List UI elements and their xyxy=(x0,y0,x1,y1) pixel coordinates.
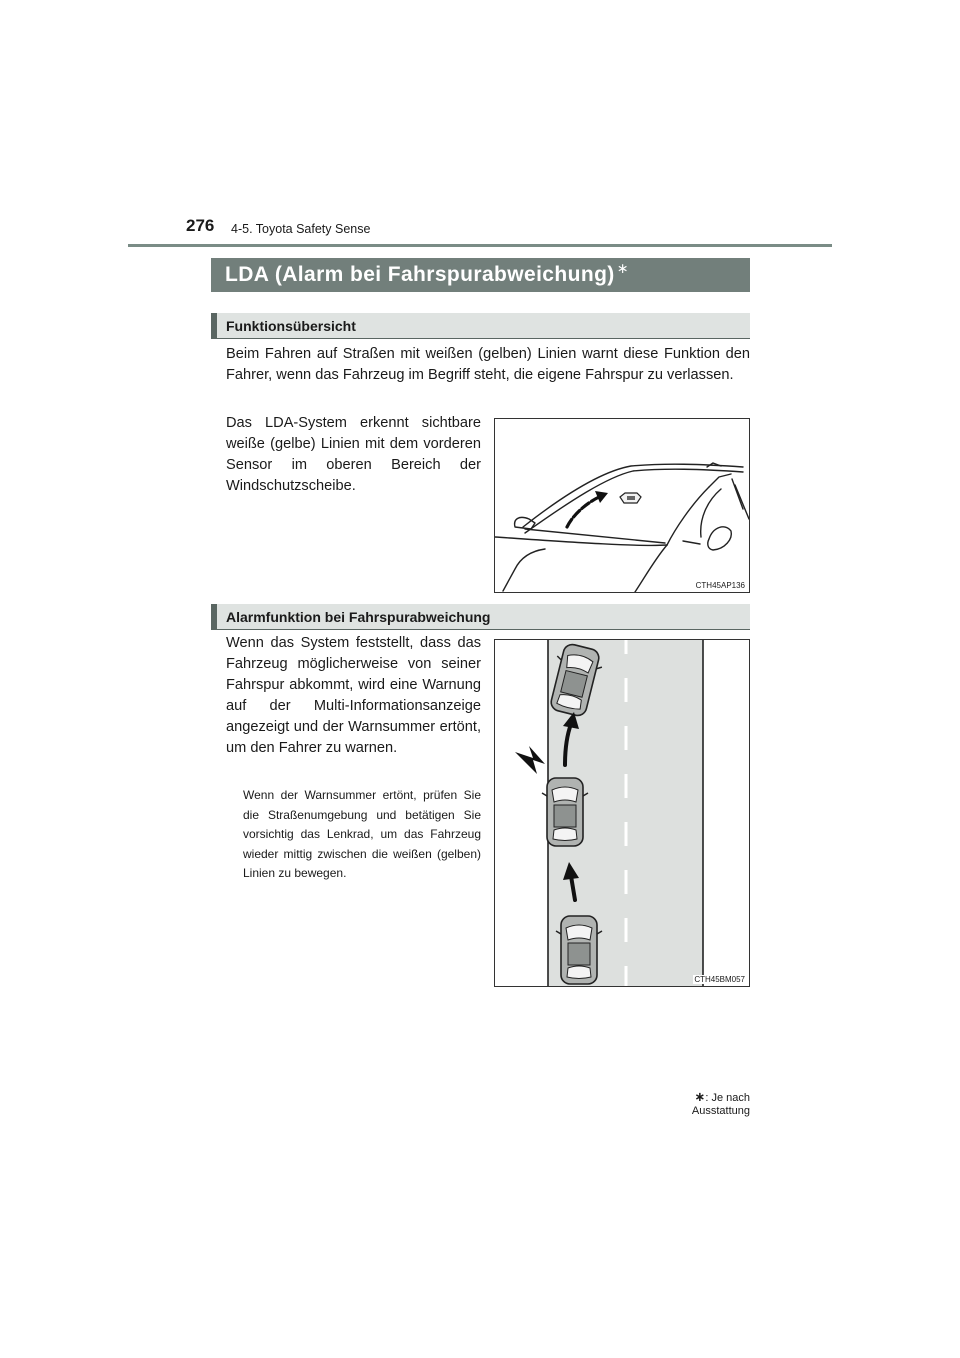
page-title-text: LDA (Alarm bei Fahrspurabweichung) xyxy=(225,263,615,286)
page-title xyxy=(211,258,750,292)
header-divider xyxy=(128,244,832,247)
footnote-text: : Je nach Ausstattung xyxy=(691,1092,750,1117)
alarm-paragraph: Wenn das System feststellt, dass das Fahrzeug möglicherweise von seiner Fahrspur abkommt, wird eine Warnung auf der Multi-Informationsanzeige angezeigt und der Warnsummer ertönt, um den Fahrer zu warnen. xyxy=(226,635,481,756)
overview-paragraph: Beim Fahren auf Straßen mit weißen (gelben) Linien warnt diese Funktion den Fahrer, wenn das Fahrzeug im Begriff steht, die eigene Fahrspur zu verlassen. xyxy=(226,346,750,383)
car-bottom xyxy=(556,916,602,984)
chapter-title: 4-5. Toyota Safety Sense xyxy=(231,222,371,236)
windshield-sensor-illustration xyxy=(494,418,750,593)
section-heading-overview: Funktionsübersicht xyxy=(211,313,750,339)
footnote-asterisk: ∗ xyxy=(694,1089,706,1104)
footnote xyxy=(637,1089,750,1117)
figure-code: CTH45BM057 xyxy=(694,975,745,984)
sensor-paragraph: Das LDA-System erkennt sichtbare weiße (gelbe) Linien mit dem vorderen Sensor im oberen Bereich der Windschutzscheibe. xyxy=(226,415,481,494)
section-heading-alarm: Alarmfunktion bei Fahrspurabweichung xyxy=(211,604,750,630)
alarm-note: Wenn der Warnsummer ertönt, prüfen Sie die Straßenumgebung und betätigen Sie vorsichtig das Lenkrad, um das Fahrzeug wieder mittig zwischen die weißen (gelben) Linien zu bewegen. xyxy=(243,788,481,880)
title-asterisk: ∗ xyxy=(616,260,629,276)
car-middle xyxy=(542,778,588,846)
lane-departure-illustration xyxy=(494,639,750,987)
figure-code: CTH45AP136 xyxy=(695,581,745,590)
lightning-bolt-icon xyxy=(515,746,545,774)
page-number: 276 xyxy=(186,216,215,235)
